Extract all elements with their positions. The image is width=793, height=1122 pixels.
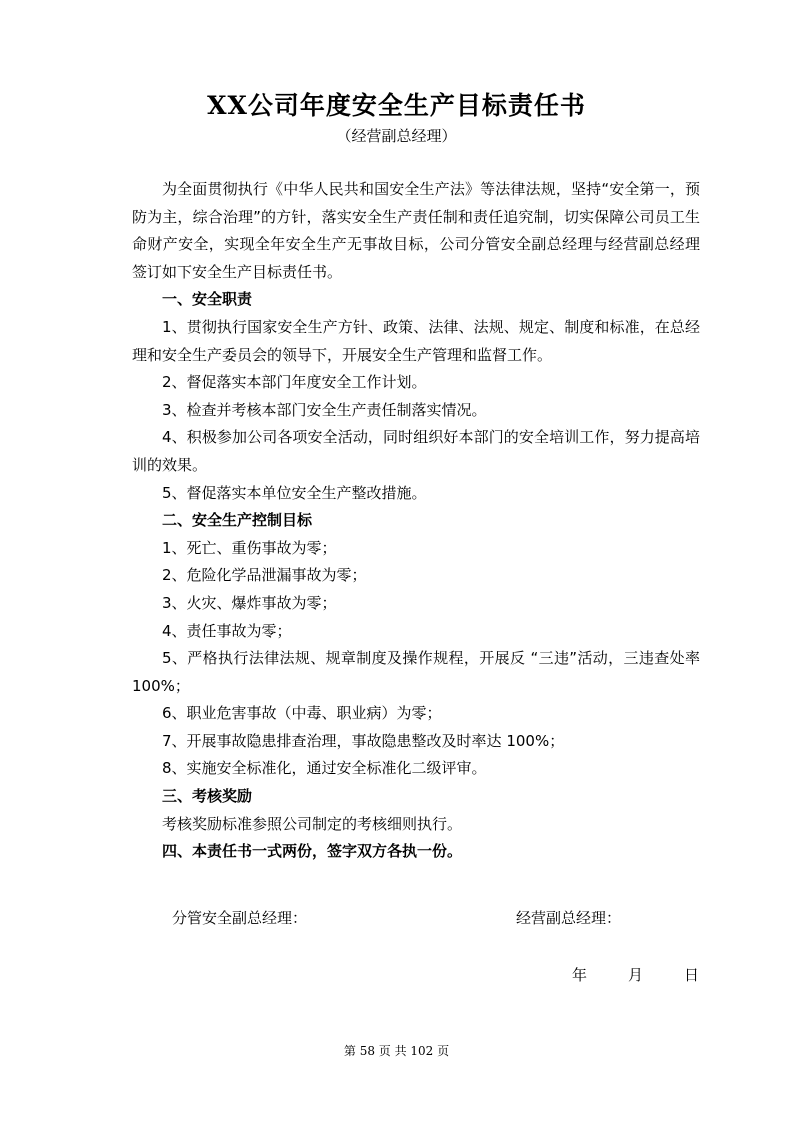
- date-day-label: 日: [684, 966, 700, 984]
- date-month-label: 月: [628, 966, 644, 984]
- date-year-label: 年: [572, 966, 588, 984]
- signature-left-label: 分管安全副总经理：: [172, 909, 308, 927]
- target-item: 4、责任事故为零；: [162, 621, 292, 640]
- page-footer: 第 58 页 共 102 页: [343, 1044, 450, 1058]
- duty-item: 1、贯彻执行国家安全生产方针、政策、法律、法规、规定、制度和标准，在总经理和安全生产委员会的领导下，开展安全生产管理和监督工作。: [132, 317, 700, 364]
- rewards-text: 考核奖励标准参照公司制定的考核细则执行。: [162, 814, 463, 833]
- duty-item: 3、检查并考核本部门安全生产责任制落实情况。: [162, 400, 487, 419]
- section-heading-targets: 二、安全生产控制目标: [162, 511, 313, 530]
- document-title: XX公司年度安全生产目标责任书: [207, 91, 586, 120]
- section-heading-duties: 一、安全职责: [162, 290, 253, 309]
- duty-item: 2、督促落实本部门年度安全工作计划。: [162, 373, 427, 392]
- section-heading-copies: 四、本责任书一式两份，签字双方各执一份。: [162, 842, 463, 861]
- signature-row: [0, 907, 793, 931]
- duty-item: 5、督促落实本单位安全生产整改措施。: [162, 483, 427, 502]
- target-item: 3、火灾、爆炸事故为零；: [162, 593, 337, 612]
- target-item: 7、开展事故隐患排查治理，事故隐患整改及时率达 100%；: [162, 731, 565, 750]
- target-item: 6、职业危害事故（中毒、职业病）为零；: [162, 704, 442, 723]
- section-heading-rewards: 三、考核奖励: [162, 787, 253, 806]
- duty-item: 4、积极参加公司各项安全活动，同时组织好本部门的安全培训工作，努力提高培训的效果。: [132, 428, 700, 474]
- target-item: 5、严格执行法律法规、规章制度及操作规程，开展反 “三违”活动，三违查处率 100%；: [132, 649, 700, 695]
- document-body: [132, 176, 700, 866]
- target-item: 1、死亡、重伤事故为零；: [162, 538, 337, 557]
- target-item: 8、实施安全标准化，通过安全标准化二级评审。: [162, 759, 487, 778]
- document-subtitle: （经营副总经理）: [336, 127, 457, 145]
- intro-paragraph: 为全面贯彻执行《中华人民共和国安全生产法》等法律法规，坚持“安全第一，预防为主，综合治理”的方针，落实安全生产责任制和责任追究制，切实保障公司员工生命财产安全，实现全年安全生产无事故目标，公司分管安全副总经理与经营副总经理签订如下安全生产目标责任书。: [132, 180, 700, 281]
- signature-right-label: 经营副总经理：: [516, 909, 622, 927]
- target-item: 2、危险化学品泄漏事故为零；: [162, 566, 367, 585]
